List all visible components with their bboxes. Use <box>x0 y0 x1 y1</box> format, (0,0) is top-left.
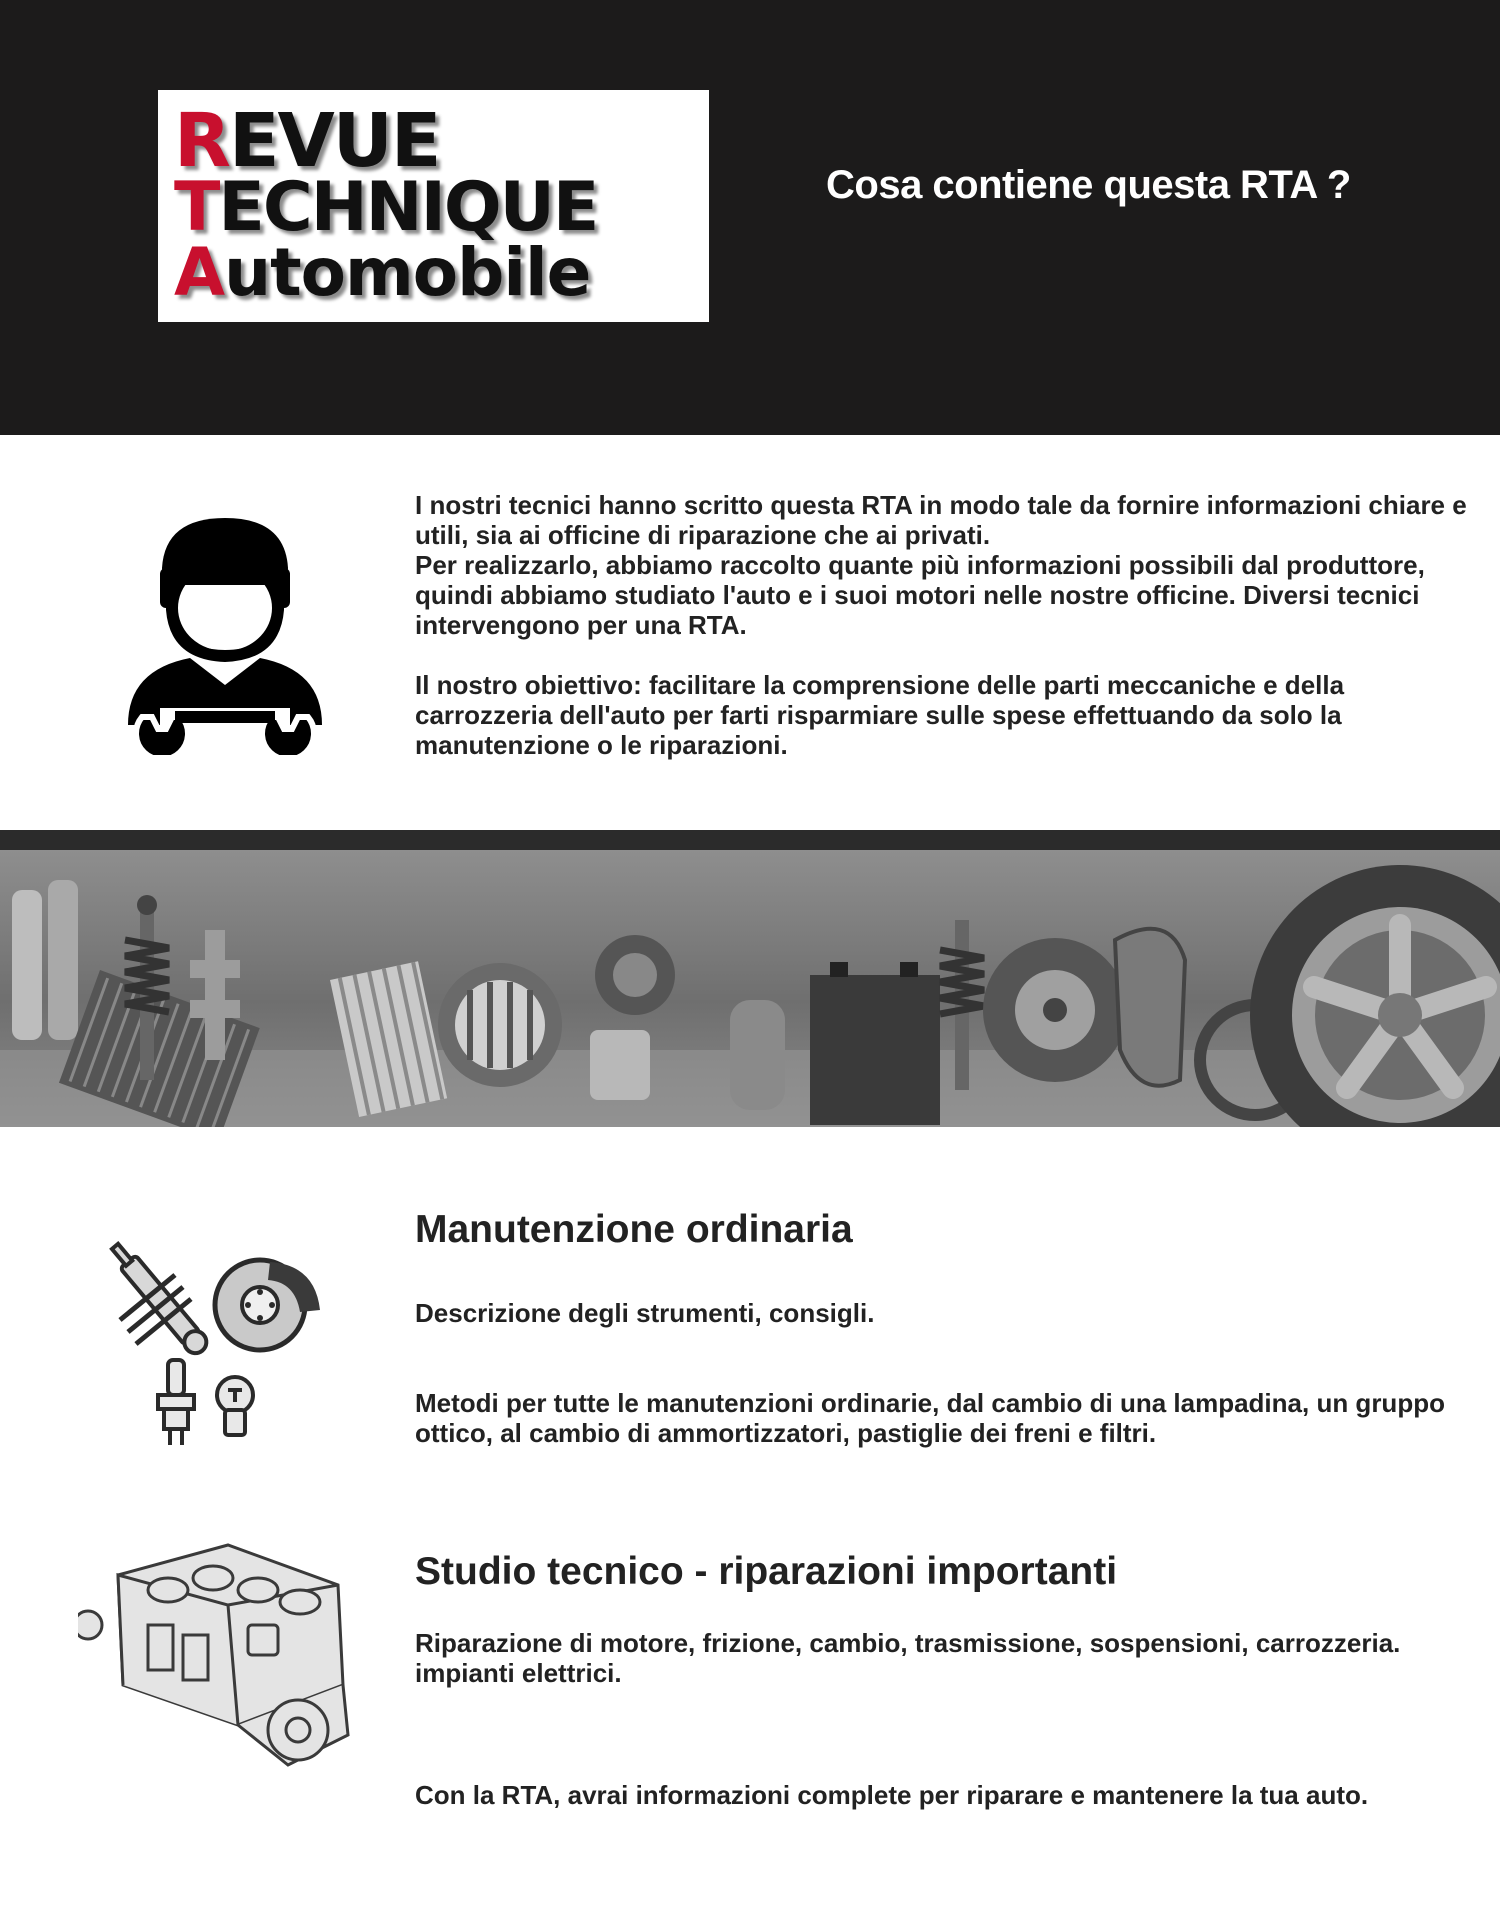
header <box>0 0 1500 435</box>
section-text <box>415 1780 1485 1810</box>
car-parts-banner <box>0 850 1500 1127</box>
section-paragraph: Metodi per tutte le manutenzioni ordinarie, dal cambio di una lampadina, un gruppo ottico, al cambio di ammortizzatori, pastiglie dei freni e filtri. <box>415 1388 1445 1448</box>
engine-block-icon <box>78 1535 378 1780</box>
section-text <box>415 1298 1485 1328</box>
logo-line-automobile: Automobile <box>174 234 591 311</box>
section-text <box>415 1628 1485 1688</box>
section-title-repairs: Studio tecnico - riparazioni importanti <box>415 1550 1118 1593</box>
page-title: Cosa contiene questa RTA ? <box>826 163 1351 207</box>
logo-line-technique: TECHNIQUE <box>174 168 598 247</box>
intro-paragraph: Per realizzarlo, abbiamo raccolto quante più informazioni possibili dal produttore, quindi abbiamo studiato l'auto e i suoi motori nelle nostre officine. Diversi tecnici intervengono per una RTA. <box>415 550 1425 640</box>
intro-paragraph: I nostri tecnici hanno scritto questa RTA in modo tale da fornire informazioni chiare e utili, sia ai officine di riparazione che ai privati. <box>415 490 1467 550</box>
mechanic-with-wrench-icon <box>120 510 330 755</box>
section-paragraph: impianti elettrici. <box>415 1658 622 1688</box>
rta-logo <box>158 90 709 322</box>
section-title-maintenance: Manutenzione ordinaria <box>415 1208 853 1251</box>
logo-line-revue: REVUE <box>174 98 440 184</box>
car-parts-illustration <box>0 850 1500 1127</box>
section-text <box>415 1388 1485 1448</box>
banner-top-strip <box>0 830 1500 850</box>
intro-text <box>415 490 1485 760</box>
intro-paragraph: Il nostro obiettivo: facilitare la comprensione delle parti meccaniche e della carrozzeria dell'auto per farti risparmiare sulle spese effettuando da solo la manutenzione o le riparazioni. <box>415 670 1345 760</box>
maintenance-parts-icon <box>100 1240 340 1460</box>
section-paragraph: Con la RTA, avrai informazioni complete per riparare e mantenere la tua auto. <box>415 1780 1369 1810</box>
section-paragraph: Riparazione di motore, frizione, cambio, trasmissione, sospensioni, carrozzeria. <box>415 1628 1401 1658</box>
section-paragraph: Descrizione degli strumenti, consigli. <box>415 1298 875 1328</box>
